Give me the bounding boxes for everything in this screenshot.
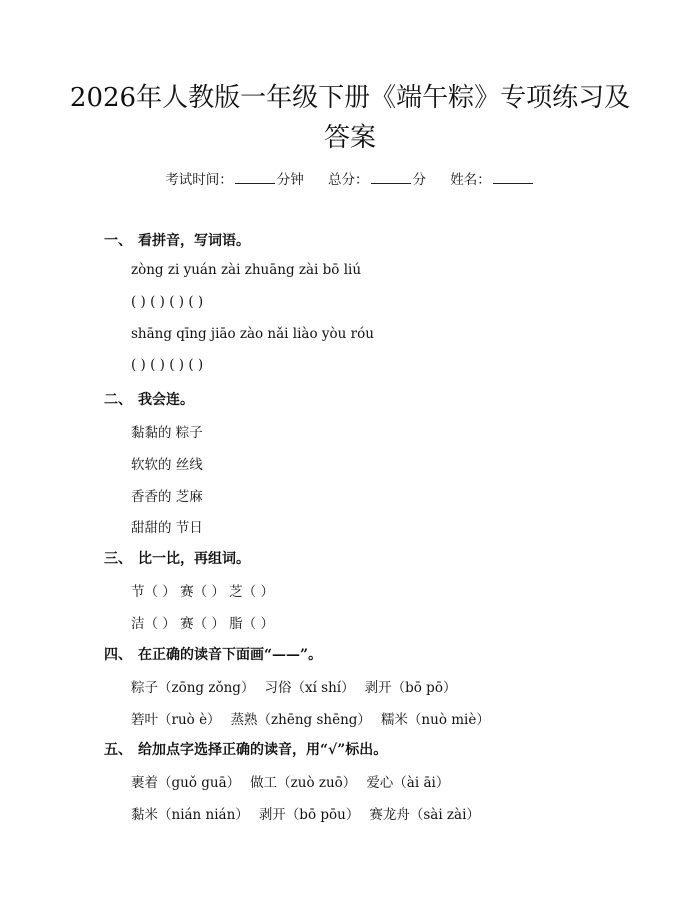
q5-item[interactable]: 黏米（nián nián） (131, 807, 249, 823)
q4-item[interactable]: 剥开（bō pō） (364, 680, 457, 696)
exam-time (165, 168, 304, 188)
exam-time-blank[interactable] (235, 171, 275, 184)
q2-pair-1: 黏黏的 粽子 (131, 425, 203, 441)
q1-answer-row-2[interactable]: ( ) ( ) ( ) ( ) (131, 357, 204, 373)
section-number: 一、 (104, 233, 132, 249)
section-number: 三、 (104, 551, 132, 567)
section-number: 五、 (104, 742, 132, 758)
section-title: 比一比，再组词。 (138, 551, 250, 567)
section-number: 二、 (104, 392, 132, 408)
q4-item[interactable]: 蒸熟（zhēng shēng） (230, 712, 371, 728)
q1-pinyin-row-1: zòng zi yuán zài zhuāng zài bō liú (131, 262, 362, 278)
q3-row-2[interactable]: 洁（ ） 赛（ ） 脂（ ） (131, 616, 274, 632)
q4-row-1 (131, 676, 456, 696)
q1-pinyin-row-2: shāng qīng jiāo zào nǎi liào yòu róu (131, 326, 374, 342)
q5-item[interactable]: 赛龙舟（sài zài） (369, 807, 480, 823)
q5-row-2 (131, 803, 480, 823)
q4-item[interactable]: 糯米（nuò miè） (380, 712, 490, 728)
q5-item[interactable]: 爱心（ài āi） (366, 775, 450, 791)
exam-meta (0, 168, 700, 188)
exam-score-label: 总分： (328, 172, 369, 188)
page-title: 2026年人教版一年级下册《端午粽》专项练习及答案 (69, 83, 631, 153)
q5-item[interactable]: 剥开（bō pōu） (258, 807, 360, 823)
q5-item[interactable]: 裹着（guǒ guā） (131, 775, 241, 791)
section-number: 四、 (104, 647, 132, 663)
q2-pair-4: 甜甜的 节日 (131, 520, 203, 536)
q5-row-1 (131, 771, 449, 791)
exam-time-unit: 分钟 (276, 172, 304, 188)
q3-row-1[interactable]: 节（ ） 赛（ ） 芝（ ） (131, 584, 274, 600)
exam-score-blank[interactable] (371, 171, 411, 184)
q2-pair-3: 香香的 芝麻 (131, 489, 203, 505)
q4-item[interactable]: 习俗（xí shí） (264, 680, 355, 696)
exam-score-unit: 分 (412, 172, 426, 188)
q2-pair-2: 软软的 丝线 (131, 457, 203, 473)
exam-name-blank[interactable] (493, 171, 533, 184)
section-2-heading (104, 389, 194, 409)
section-4-heading (104, 644, 322, 664)
q1-answer-row-1[interactable]: ( ) ( ) ( ) ( ) (131, 294, 204, 310)
section-1-heading (104, 230, 250, 250)
section-title: 给加点字选择正确的读音，用“√”标出。 (138, 742, 388, 758)
section-3-heading (104, 548, 250, 568)
section-5-heading (104, 739, 387, 759)
section-title: 我会连。 (138, 392, 194, 408)
section-title: 看拼音，写词语。 (138, 233, 250, 249)
q4-item[interactable]: 粽子（zōng zǒng） (131, 680, 255, 696)
exam-time-label: 考试时间： (165, 172, 233, 188)
section-title: 在正确的读音下面画“——”。 (138, 647, 323, 663)
exam-score (328, 168, 426, 188)
exam-name-label: 姓名： (450, 172, 491, 188)
q4-row-2 (131, 708, 490, 728)
q5-item[interactable]: 做工（zuò zuō） (250, 775, 357, 791)
q4-item[interactable]: 箬叶（ruò è） (131, 712, 221, 728)
exam-name (450, 168, 535, 188)
